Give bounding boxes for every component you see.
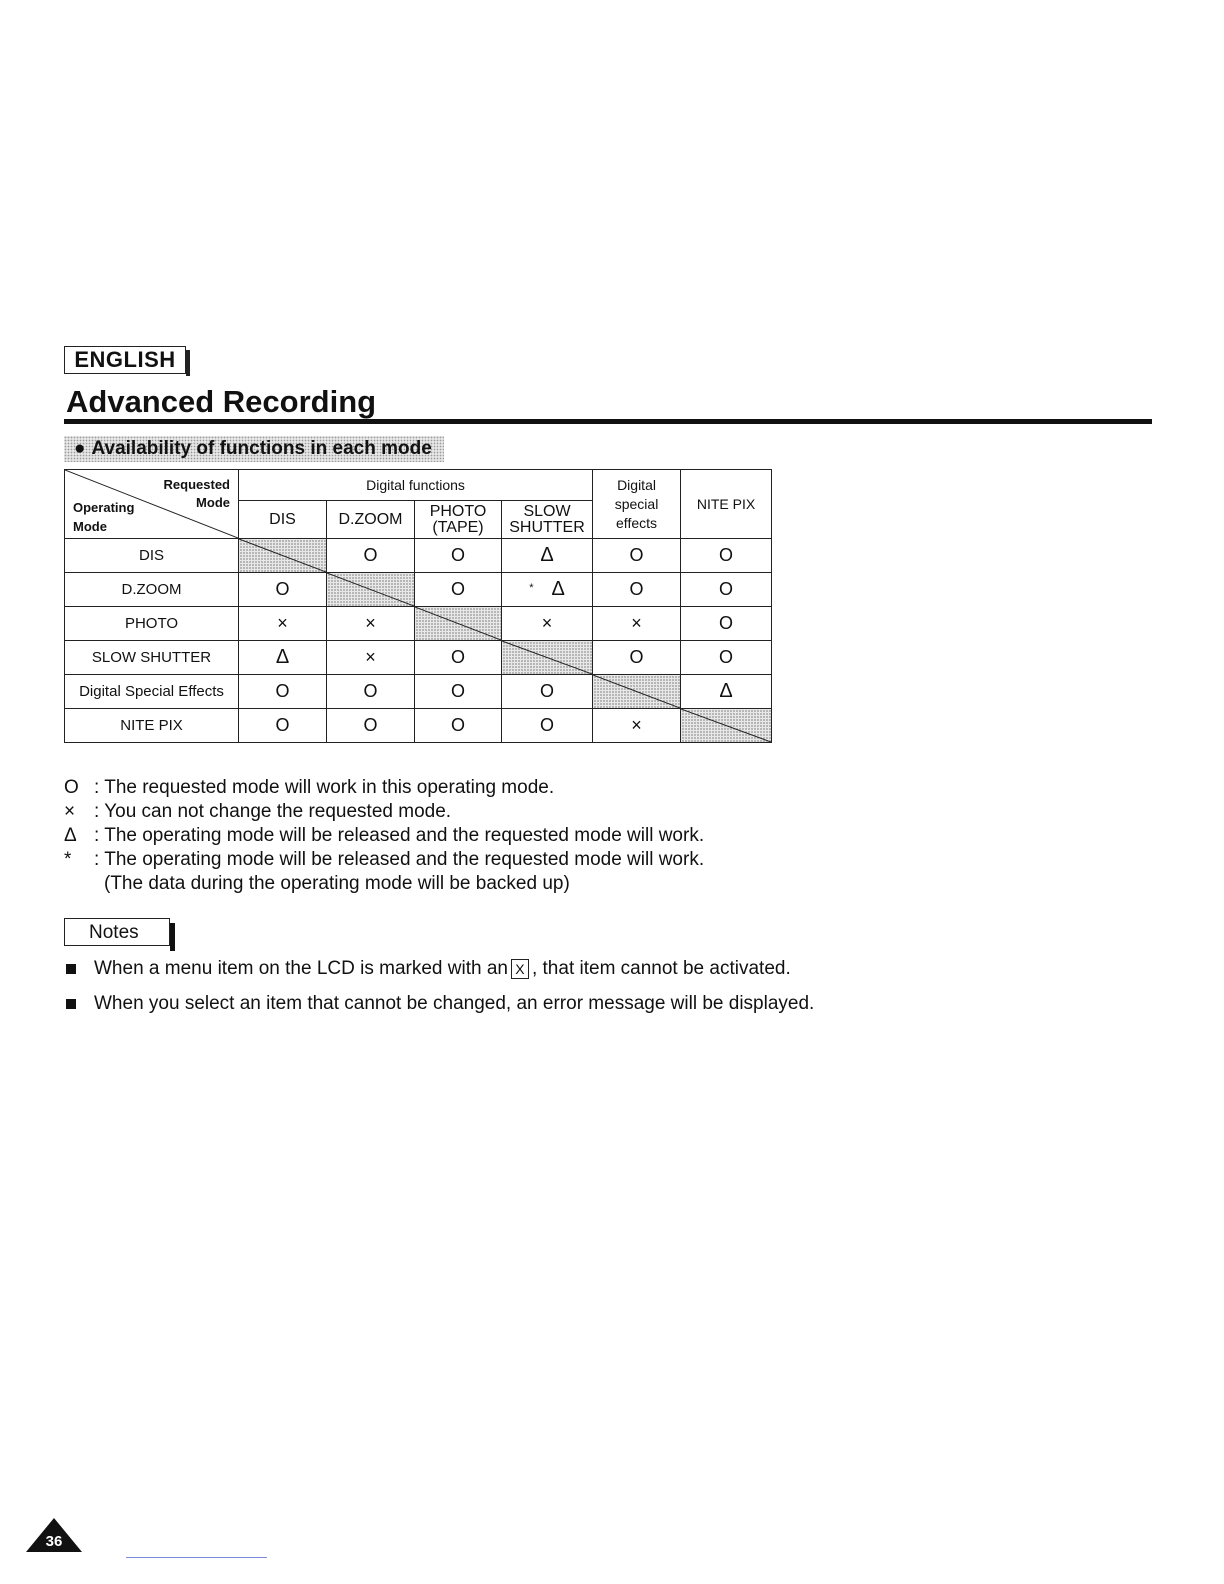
corner-operating: Operating <box>73 500 135 515</box>
page-number: 36 <box>45 1533 63 1550</box>
table-cell <box>502 675 593 709</box>
legend-continuation: (The data during the operating mode will be backed up) <box>104 873 570 894</box>
legend-item: Δ : The operating mode will be released and the requested mode will work. <box>64 825 705 846</box>
footer-rule <box>126 1557 267 1558</box>
cell-symbol: Δ <box>275 646 290 668</box>
square-bullet-icon <box>66 964 76 974</box>
table-row <box>65 709 772 743</box>
table-cell <box>681 573 772 607</box>
header-nite-pix: NITE PIX <box>681 470 772 539</box>
subheader-photo-tape: PHOTO (TAPE) <box>415 501 502 539</box>
table-cell <box>327 607 415 641</box>
legend <box>64 776 704 896</box>
square-bullet-icon <box>66 999 76 1009</box>
language-badge: ENGLISH <box>64 346 186 374</box>
cell-symbol: Δ <box>551 578 565 600</box>
table-cell <box>502 709 593 743</box>
table-row <box>65 641 772 675</box>
row-label: D.ZOOM <box>65 573 239 607</box>
table-row <box>65 607 772 641</box>
cell-symbol: × <box>365 613 376 633</box>
header-digital-functions: Digital functions <box>239 470 593 501</box>
table-cell <box>415 709 502 743</box>
cell-symbol: × <box>541 613 553 633</box>
cell-symbol: O <box>540 681 555 701</box>
section-heading <box>64 436 444 462</box>
table-cell <box>681 641 772 675</box>
corner-mode-left: Mode <box>73 519 107 534</box>
table-row <box>65 573 772 607</box>
cell-symbol: O <box>450 681 465 701</box>
table-cell <box>681 539 772 573</box>
cell-symbol: O <box>450 579 465 599</box>
title-rule <box>64 419 1152 424</box>
diagonal-shaded-cell <box>327 573 415 607</box>
table-cell <box>415 539 502 573</box>
table-cell <box>327 539 415 573</box>
diagonal-shaded-cell <box>239 539 327 573</box>
cell-symbol: O <box>450 545 465 565</box>
cell-symbol: O <box>275 715 290 735</box>
table-cell <box>327 675 415 709</box>
cell-symbol: O <box>275 579 290 599</box>
availability-table <box>64 469 772 743</box>
table-cell <box>239 641 327 675</box>
triangle-icon <box>26 1518 82 1552</box>
cell-symbol: O <box>450 715 465 735</box>
subheader-slow-shutter: SLOW SHUTTER <box>502 501 593 539</box>
cell-symbol: O <box>363 681 378 701</box>
legend-item: * : The operating mode will be released and the requested mode will work. <box>64 849 705 870</box>
table-cell <box>593 641 681 675</box>
table-cell <box>502 573 593 607</box>
table-cell <box>239 709 327 743</box>
cell-symbol: × <box>277 613 288 633</box>
note-item: When a menu item on the LCD is marked with an X , that item cannot be activated. <box>66 958 791 980</box>
legend-item: × : You can not change the requested mode. <box>64 801 452 822</box>
table-cell <box>593 539 681 573</box>
cell-symbol: O <box>719 647 734 667</box>
subheader-dis: DIS <box>239 501 327 539</box>
cell-symbol: Δ <box>540 544 554 566</box>
row-label: DIS <box>65 539 239 573</box>
header-digital-special-effects: Digital special effects <box>593 470 681 539</box>
table-cell <box>502 539 593 573</box>
diagonal-shaded-cell <box>502 641 593 675</box>
table-cell <box>593 573 681 607</box>
table-cell <box>239 675 327 709</box>
cell-symbol: O <box>450 647 465 667</box>
table-cell <box>415 641 502 675</box>
cell-symbol: O <box>540 715 555 735</box>
cell-symbol: O <box>629 579 644 599</box>
table-cell <box>415 573 502 607</box>
page-title: Advanced Recording <box>66 384 377 419</box>
diagonal-shaded-cell <box>681 709 772 743</box>
table-cell <box>502 607 593 641</box>
table-cell <box>239 607 327 641</box>
corner-requested: Requested <box>163 477 230 492</box>
table-cell <box>415 675 502 709</box>
table-cell <box>593 607 681 641</box>
table-cell <box>681 607 772 641</box>
cell-symbol: O <box>629 647 644 667</box>
bullet-icon: ● <box>74 438 86 459</box>
x-box-icon: X <box>511 959 529 979</box>
cell-symbol: O <box>629 545 644 565</box>
cell-symbol: O <box>363 715 378 735</box>
cell-symbol: O <box>719 613 734 633</box>
note-item: When you select an item that cannot be changed, an error message will be displayed. <box>66 993 814 1015</box>
table-row <box>65 539 772 573</box>
cell-symbol: O <box>719 579 734 599</box>
cell-symbol: O <box>363 545 378 565</box>
row-label: SLOW SHUTTER <box>65 641 239 675</box>
diagonal-shaded-cell <box>593 675 681 709</box>
cell-symbol: × <box>631 613 642 633</box>
row-label: Digital Special Effects <box>65 675 239 709</box>
section-heading-text: Availability of functions in each mode <box>91 438 432 459</box>
legend-item: O : The requested mode will work in this operating mode. <box>64 777 555 798</box>
asterisk-mark: * <box>529 582 534 594</box>
table-cell <box>681 675 772 709</box>
row-label: NITE PIX <box>65 709 239 743</box>
corner-mode-right: Mode <box>196 495 230 510</box>
notes-label: Notes <box>64 918 170 946</box>
cell-symbol: × <box>631 715 642 735</box>
cell-symbol: Δ <box>719 680 733 702</box>
cell-symbol: × <box>365 647 376 667</box>
row-label: PHOTO <box>65 607 239 641</box>
table-cell <box>327 709 415 743</box>
table-body <box>65 539 772 743</box>
table-row <box>65 675 772 709</box>
table-corner-header <box>65 470 239 539</box>
page-number-badge <box>26 1518 82 1552</box>
diagonal-shaded-cell <box>415 607 502 641</box>
table-cell <box>593 709 681 743</box>
cell-symbol: O <box>719 545 734 565</box>
table-cell <box>239 573 327 607</box>
subheader-dzoom: D.ZOOM <box>327 501 415 539</box>
table-cell <box>327 641 415 675</box>
cell-symbol: O <box>275 681 290 701</box>
